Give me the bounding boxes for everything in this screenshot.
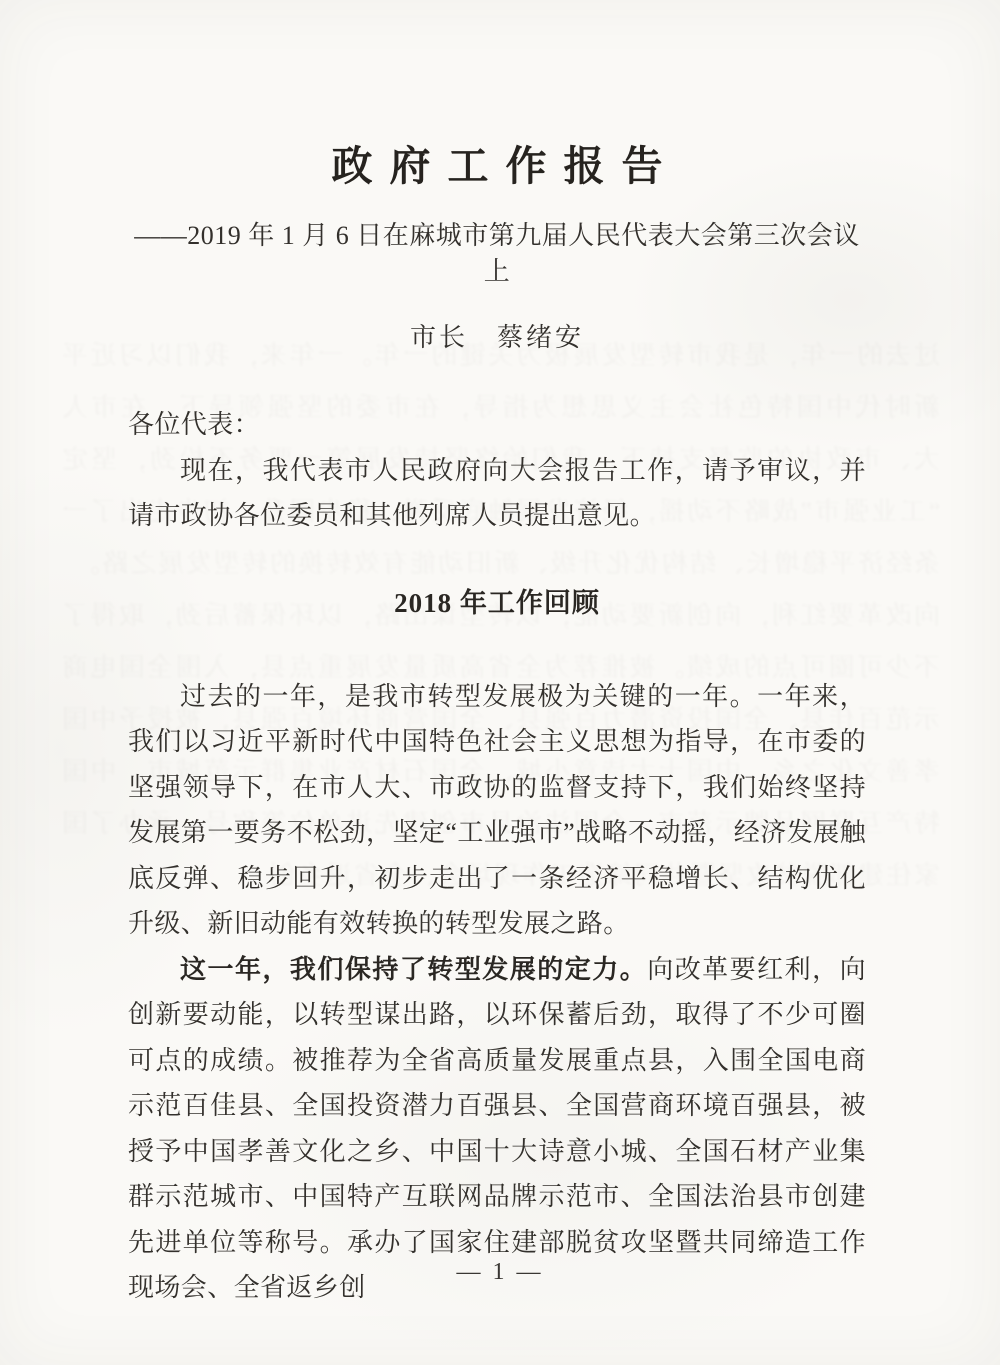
document-subtitle: ——2019 年 1 月 6 日在麻城市第九届人民代表大会第三次会议上 bbox=[134, 221, 860, 286]
intro-paragraph: 现在，我代表市人民政府向大会报告工作，请予审议，并请市政协各位委员和其他列席人员提出意见。 bbox=[128, 455, 866, 530]
section-heading-2018-review: 2018 年工作回顾 bbox=[394, 587, 600, 618]
page-number: — 1 — bbox=[456, 1259, 544, 1285]
body-paragraph-2 bbox=[128, 947, 866, 1311]
body-paragraph-1: 过去的一年，是我市转型发展极为关键的一年。一年来，我们以习近平新时代中国特色社会主义思想为指导，在市委的坚强领导下，在市人大、市政协的监督支持下，我们始终坚持发展第一要务不松劲，坚定“工业强市”战略不动摇，经济发展触底反弹、稳步回升，初步走出了一条经济平稳增长、结构优化升级、新旧动能有效转换的转型发展之路。 bbox=[128, 681, 866, 938]
salutation: 各位代表： bbox=[128, 410, 261, 439]
paragraph-body-text: 向改革要红利，向创新要动能，以转型谋出路，以环保蓄后劲，取得了不少可圈可点的成绩。被推荐为全省高质量发展重点县，入围全国电商示范百佳县、全国投资潜力百强县、全国营商环境百强县，被授予中国孝善文化之乡、中国十大诗意小城、全国石材产业集群示范城市、中国特产互联网品牌示范市、全国法治县市创建先进单位等称号。承办了国家住建部脱贫攻坚暨共同缔造工作现场会、全省返乡创 bbox=[128, 954, 866, 1302]
paragraph-lead-bold: 这一年，我们保持了转型发展的定力。 bbox=[180, 954, 648, 984]
document-title: 政府工作报告 bbox=[331, 143, 680, 189]
presenter-line: 市长 蔡绪安 bbox=[409, 323, 584, 352]
document-content bbox=[128, 142, 866, 1311]
